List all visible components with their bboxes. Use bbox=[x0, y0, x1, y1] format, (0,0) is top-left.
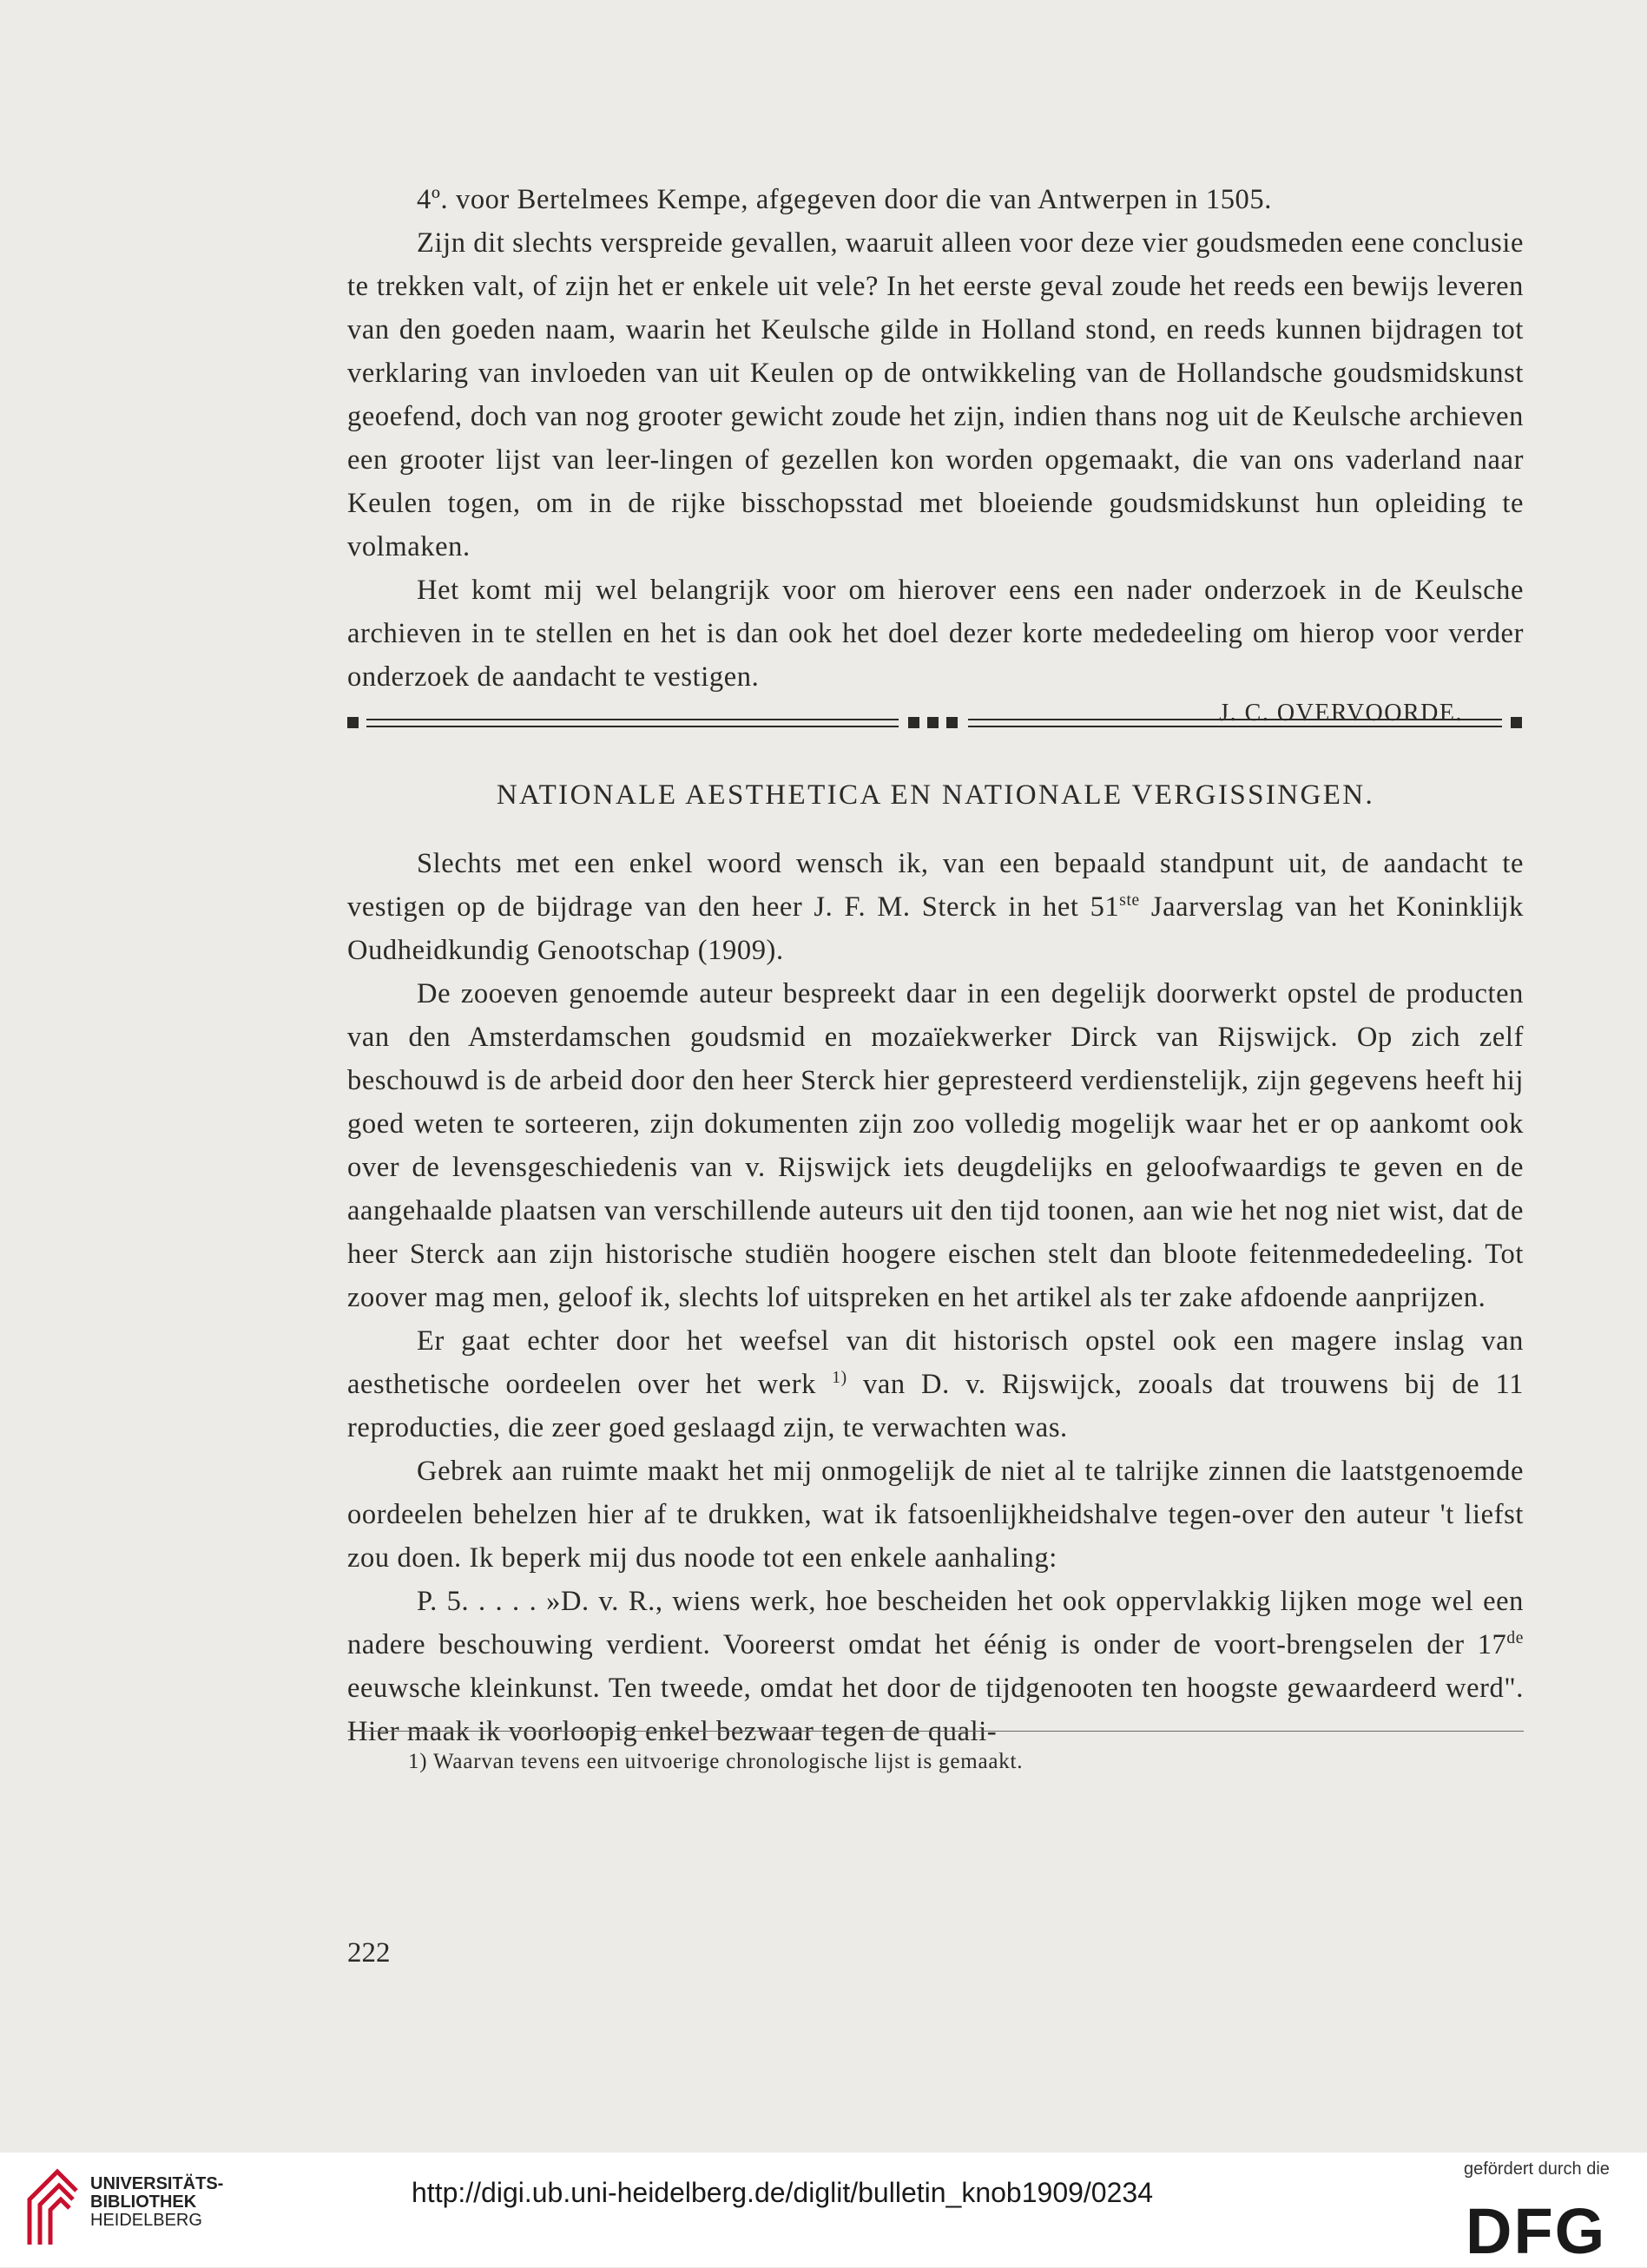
article-paragraph-3 bbox=[347, 1319, 1524, 1450]
library-line: HEIDELBERG bbox=[90, 2211, 202, 2230]
top-section bbox=[347, 178, 1524, 735]
paragraph-research: Het komt mij wel belangrijk voor om hierover eens een nader onderzoek in de Keulsche archieven in te stellen en het is dan ook het doel dezer korte mededeeling om hierop voor verder onderzoek de aandacht te vestigen. bbox=[347, 575, 1524, 693]
text-run: Slechts met een enkel woord wensch ik, van een bepaald standpunt uit, de aandacht te vestigen op de bijdrage van den heer J. F. M. Sterck in het 51 bbox=[347, 848, 1524, 923]
article-heading: NATIONALE AESTHETICA EN NATIONALE VERGISSINGEN. bbox=[496, 779, 1375, 811]
footnote-rule bbox=[347, 1731, 1524, 1732]
text-run: Er gaat echter door het weefsel van dit historisch opstel ook een magere inslag van aesthetische oordeelen over het werk bbox=[347, 1325, 1524, 1400]
text-run: Jaarverslag van het Koninklijk Oudheidkundig Genootschap (1909). bbox=[347, 891, 1524, 966]
author-signature: J. C. OVERVOORDE. bbox=[1219, 700, 1463, 726]
library-name bbox=[90, 2175, 223, 2230]
text-run: eeuwsche kleinkunst. Ten tweede, omdat het door de tijdgenooten ten hoogste gewaardeerd werd". Hier maak ik voorloopig enkel bezwaar tegen de quali- bbox=[347, 1673, 1524, 1747]
paragraph-item-4: 4º. voor Bertelmees Kempe, afgegeven door die van Antwerpen in 1505. bbox=[417, 184, 1272, 215]
library-line: UNIVERSITÄTS- bbox=[90, 2174, 224, 2193]
library-line: BIBLIOTHEK bbox=[90, 2192, 197, 2212]
text-run: P. 5. . . . . »D. v. R., wiens werk, hoe bescheiden het ook oppervlakkig lijken moge wel een nadere beschouwing verdient. Vooreerst omdat het éénig is onder de voort-brengselen der 17 bbox=[347, 1586, 1524, 1660]
article-paragraph-1 bbox=[347, 842, 1524, 972]
superscript: de bbox=[1506, 1629, 1524, 1648]
footnote-reference: 1) bbox=[832, 1369, 847, 1388]
superscript: ste bbox=[1119, 891, 1140, 910]
library-logo-icon bbox=[23, 2165, 83, 2248]
page-number: 222 bbox=[347, 1937, 391, 1969]
text-run: van D. v. Rijswijck, zooals dat trouwens bij de 11 reproducties, die zeer goed geslaagd zijn, te verwachten was. bbox=[347, 1369, 1524, 1443]
article-paragraph-5 bbox=[347, 1580, 1524, 1753]
ornamental-divider bbox=[347, 713, 1524, 733]
funding-label: gefördert durch die bbox=[1464, 2160, 1610, 2179]
article-paragraph-4: Gebrek aan ruimte maakt het mij onmogelijk de niet al te talrijke zinnen die laatstgenoemde oordeelen behelzen hier af te drukken, wat ik fatsoenlijkheidshalve tegen-over den auteur 't liefst zou doen. Ik beperk mij dus noode tot een enkele aanhaling: bbox=[347, 1456, 1524, 1574]
article-body bbox=[347, 842, 1524, 1753]
footer-bar bbox=[0, 2153, 1647, 2267]
dfg-logo: DFG bbox=[1466, 2195, 1607, 2267]
paragraph-conclusion: Zijn dit slechts verspreide gevallen, waaruit alleen voor deze vier goudsmeden eene conclusie te trekken valt, of zijn het er enkele uit vele? In het eerste geval zoude het reeds een bewijs leveren van den goeden naam, waarin het Keulsche gilde in Holland stond, en reeds kunnen bijdragen tot verklaring van invloeden van uit Keulen op de ontwikkeling van de Hollandsche goudsmidskunst geoefend, doch van nog grooter gewicht zoude het zijn, indien thans nog uit de Keulsche archieven een grooter lijst van leer-lingen of gezellen kon worden opgemaakt, die van ons vaderland naar Keulen togen, om in de rijke bisschopsstad met bloeiende goudsmidskunst hun opleiding te volmaken. bbox=[347, 227, 1524, 562]
source-url-link[interactable]: http://digi.ub.uni-heidelberg.de/diglit/bulletin_knob1909/0234 bbox=[412, 2177, 1153, 2208]
footnote: 1) Waarvan tevens een uitvoerige chronologische lijst is gemaakt. bbox=[408, 1750, 1024, 1773]
article-paragraph-2: De zooeven genoemde auteur bespreekt daar in een degelijk doorwerkt opstel de producten van den Amsterdamschen goudsmid en mozaïekwerker Dirck van Rijswijck. Op zich zelf beschouwd is de arbeid door den heer Sterck hier gepresteerd verdienstelijk, zijn gegevens heeft hij goed weten te sorteeren, zijn dokumenten zijn zoo volledig mogelijk waar het er op aankomt ook over de levensgeschiedenis van v. Rijswijck iets deugdelijks en geloofwaardigs te geven en de aangehaalde plaatsen van verschillende auteurs uit den tijd toonen, aan wie het nog niet wist, dat de heer Sterck aan zijn historische studiën hoogere eischen stelt dan bloote feitenmededeeling. Tot zoover mag men, geloof ik, slechts lof uitspreken en het artikel als ter zake afdoende aanprijzen. bbox=[347, 978, 1524, 1313]
